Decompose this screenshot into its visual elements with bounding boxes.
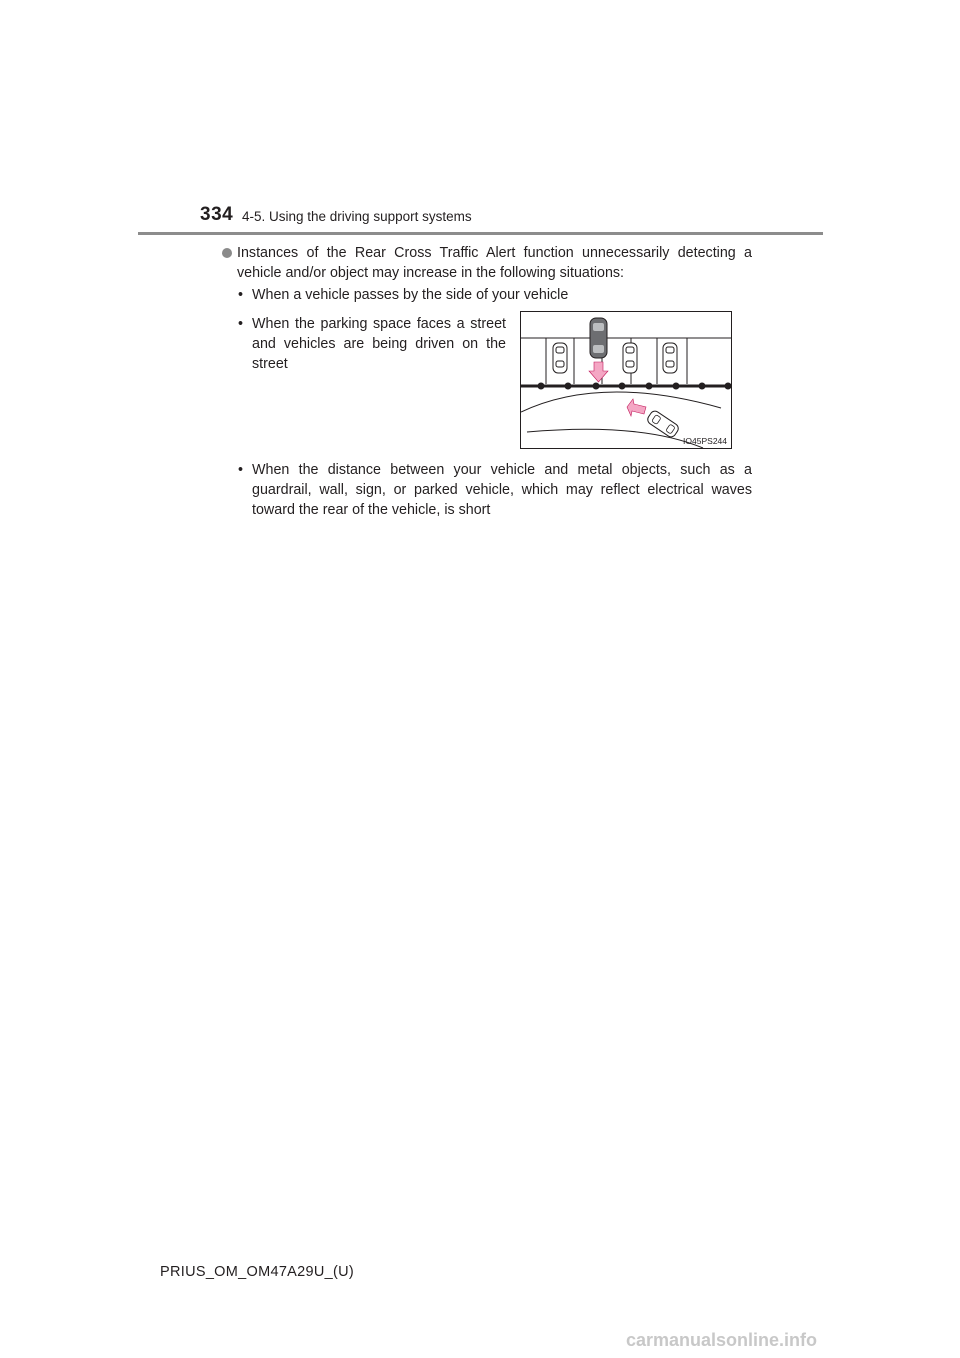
own-vehicle-icon — [590, 318, 607, 358]
sub-item-text: When the distance between your vehicle and metal objects, such as a guardrail, wall, sign, or parked vehicle, which may reflect electrical waves toward the rear of the vehicle, is short — [252, 462, 752, 518]
figure-code: IO45PS244 — [683, 436, 727, 446]
sub-bullet: • — [238, 316, 244, 332]
sub-item-2 — [238, 314, 506, 374]
section-title: 4-5. Using the driving support systems — [242, 209, 472, 224]
parked-car-icon — [553, 343, 677, 373]
sub-item-3 — [238, 460, 752, 520]
main-item-text: Instances of the Rear Cross Traffic Alert function unnecessarily detecting a vehicle and/or object may increase in the following situations: — [237, 245, 752, 281]
footer-doc-code: PRIUS_OM_OM47A29U_(U) — [160, 1264, 355, 1280]
sub-item-1 — [238, 285, 758, 305]
approach-arrow-icon — [627, 399, 646, 416]
watermark: carmanualsonline.info — [626, 1330, 818, 1350]
main-list-item — [222, 243, 752, 283]
circle-bullet-icon — [222, 248, 232, 258]
reverse-arrow-icon — [589, 362, 608, 382]
parking-lot-svg — [521, 312, 731, 448]
page-number: 334 — [200, 204, 234, 225]
sub-bullet: • — [238, 287, 244, 303]
sub-item-text: When a vehicle passes by the side of your vehicle — [252, 287, 569, 303]
sub-bullet: • — [238, 462, 244, 478]
parking-street-illustration — [520, 311, 732, 449]
header-divider — [138, 232, 823, 235]
sub-item-text: When the parking space faces a street and vehicles are being driven on the street — [252, 316, 506, 372]
